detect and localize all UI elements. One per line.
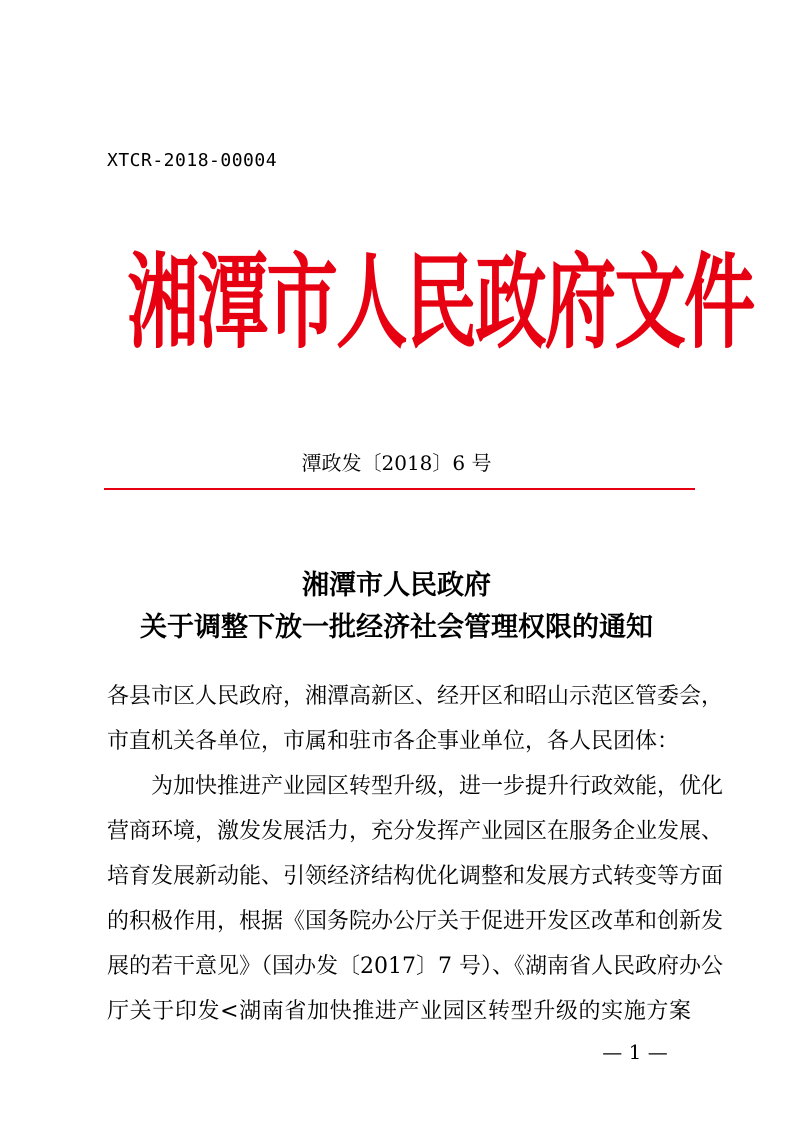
body-paragraph-line: 为加快推进产业园区转型升级，进一步提升行政效能，优化 [151,774,724,799]
body-paragraph-line: 厅关于印发<湖南省加快推进产业园区转型升级的实施方案 [107,999,691,1024]
red-divider-line [104,488,695,490]
body-paragraph-line: 培育发展新动能、引领经济结构优化调整和发展方式转变等方面 [107,864,724,889]
page-number: — 1 — [602,1040,668,1064]
body-paragraph-line: 营商环境，激发发展活力，充分发挥产业园区在服务企业发展、 [107,819,724,844]
body-paragraph-line: 展的若干意见》（国办发〔2017〕7 号）、《湖南省人民政府办公 [107,954,723,979]
document-code: XTCR-2018-00004 [107,150,278,171]
salutation-line: 市直机关各单位，市属和驻市各企事业单位，各人民团体： [107,729,680,754]
document-number: 潭政发〔2018〕6 号 [301,451,492,475]
masthead-title: 湘潭市人民政府文件 [127,242,754,363]
salutation-line: 各县市区人民政府，湘潭高新区、经开区和昭山示范区管委会， [107,684,724,709]
body-paragraph-line: 的积极作用，根据《国务院办公厅关于促进开发区改革和创新发 [107,909,724,934]
document-title-line-1: 湘潭市人民政府 [302,570,491,601]
document-title-line-2: 关于调整下放一批经济社会管理权限的通知 [140,612,653,643]
